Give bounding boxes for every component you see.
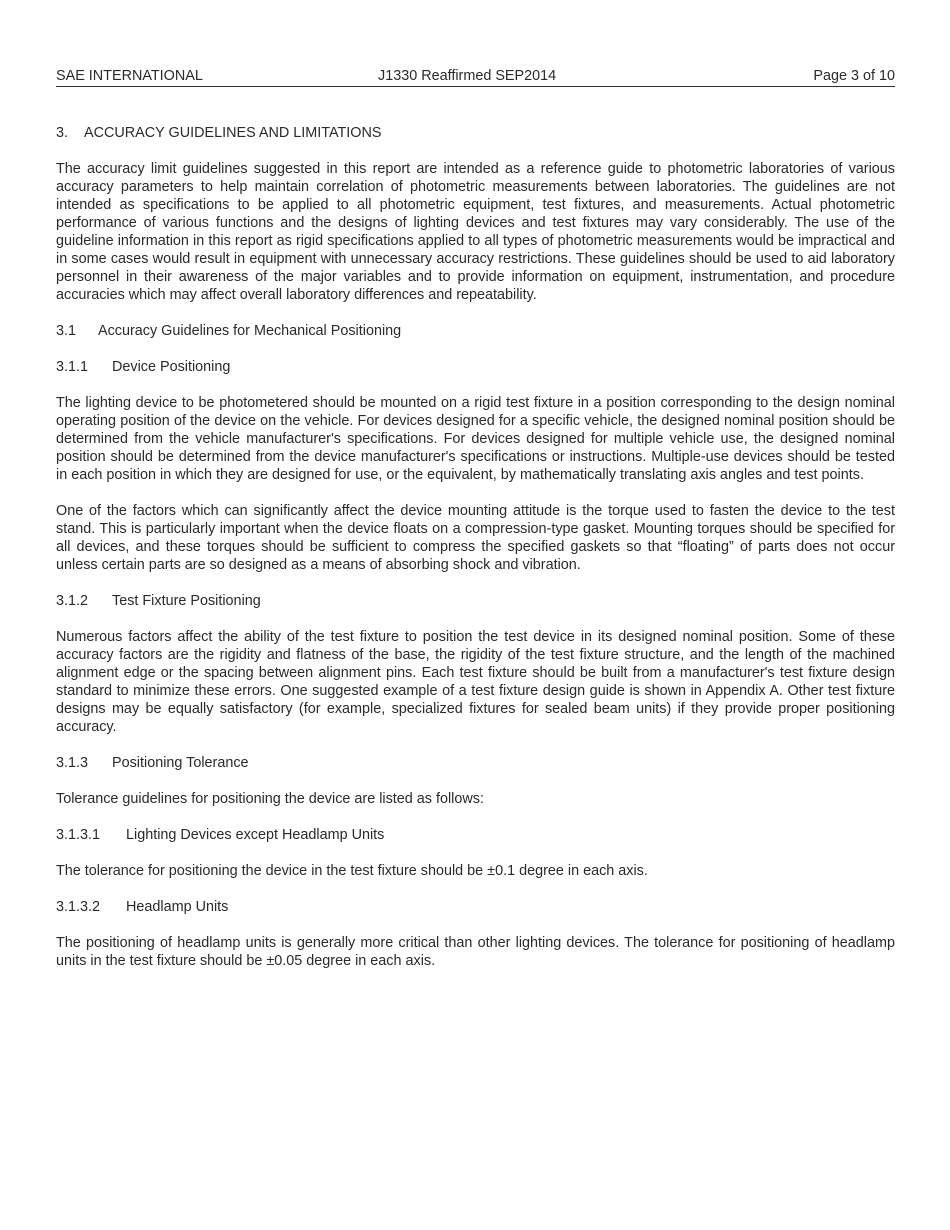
section-number: 3.1.3 [56,755,89,771]
header-org: SAE INTERNATIONAL [56,68,203,84]
section-title: Test Fixture Positioning [112,593,261,609]
section-3-1-1-paragraph-1: The lighting device to be photometered should be mounted on a rigid test fixture in a position corresponding to the design nominal operating position of the device on the vehicle. For devices designed for a specific vehicle, the designed nominal position should be determined from the vehicle manufacturer's specifications. For devices designed for multiple vehicle use, the designed nominal position should be determined from the device manufacturer's specifications or instructions. Multiple-use devices should be tested in each position in which they are designed for use, or the equivalent, by mathematically translating axis angles and test points. [56,395,895,483]
section-title: Accuracy Guidelines for Mechanical Positioning [98,323,402,339]
page-header [56,66,895,87]
section-3-1-3-heading [56,754,895,772]
section-3-1-1-heading [56,358,895,376]
section-3-1-2-paragraph: Numerous factors affect the ability of the test fixture to position the test device in its designed nominal position. Some of these accuracy factors are the rigidity and flatness of the base, the rigidity of the test fixture structure, and the length of the machined alignment edge or the spacing between alignment pins. Each test fixture should be built from a manufacturer's test fixture design standard to minimize these errors. One suggested example of a test fixture design guide is shown in Appendix A. Other test fixture designs may be equally satisfactory (for example, specialized fixtures for sealed beam units) if they provide proper positioning accuracy. [56,629,895,735]
section-3-1-3-2-paragraph: The positioning of headlamp units is generally more critical than other lighting devices. The tolerance for positioning of headlamp units in the test fixture should be ±0.05 degree in each axis. [56,935,895,969]
section-title: ACCURACY GUIDELINES AND LIMITATIONS [84,125,382,141]
section-title: Device Positioning [112,359,231,375]
section-title: Headlamp Units [126,899,229,915]
section-3-1-1-paragraph-2: One of the factors which can significantly affect the device mounting attitude is the torque used to fasten the device to the test stand. This is particularly important when the device floats on a compression-type gasket. Mounting torques should be specified for all devices, and these torques should be sufficient to compress the specified gaskets so that “floating” of parts does not occur unless certain parts are so designed as a means of absorbing shock and vibration. [56,503,895,573]
section-3-heading [56,124,895,142]
section-number: 3. [56,125,69,141]
section-number: 3.1.3.1 [56,827,101,843]
header-doc-id: J1330 Reaffirmed SEP2014 [378,68,557,84]
section-title: Positioning Tolerance [112,755,249,771]
section-number: 3.1.1 [56,359,89,375]
section-3-1-heading [56,322,895,340]
section-3-1-3-paragraph: Tolerance guidelines for positioning the device are listed as follows: [56,791,484,807]
section-3-paragraph: The accuracy limit guidelines suggested in this report are intended as a reference guide to photometric laboratories of various accuracy parameters to help maintain correlation of photometric measurements between laboratories. The guidelines are not intended as specifications to be applied to all photometric equipment, test fixtures, and measurements. Actual photometric performance of various functions and the designs of lighting devices and test fixtures may vary considerably. The use of the guideline information in this report as rigid specifications applied to all types of photometric measurements would be impractical and in some cases would result in equipment with unnecessary accuracy restrictions. These guidelines should be used to aid laboratory personnel in their awareness of the major variables and to provide information on equipment, instrumentation, and procedure accuracies which may affect overall laboratory differences and repeatability. [56,161,895,303]
section-3-1-3-2-heading [56,898,895,916]
section-number: 3.1.2 [56,593,89,609]
section-title: Lighting Devices except Headlamp Units [126,827,385,843]
header-page-number: Page 3 of 10 [813,68,895,84]
section-3-1-2-heading [56,592,895,610]
section-3-1-3-1-paragraph: The tolerance for positioning the device in the test fixture should be ±0.1 degree in each axis. [56,863,648,879]
section-3-1-3-1-heading [56,826,895,844]
section-number: 3.1 [56,323,77,339]
section-number: 3.1.3.2 [56,899,101,915]
document-body [56,124,895,988]
